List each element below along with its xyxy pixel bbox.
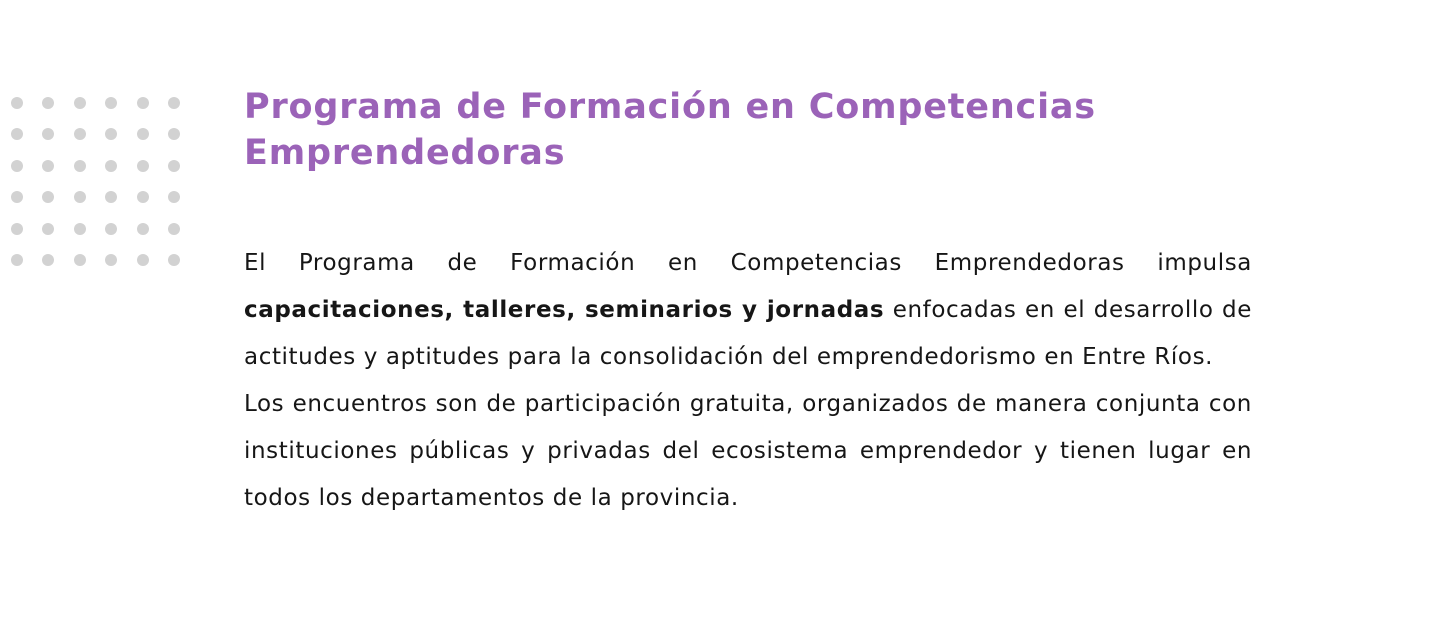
description-paragraph-2: Los encuentros son de participación gratuita, organizados de manera conjunta con instituciones públicas y privadas del ecosistema emprendedor y tienen lugar en todos los departamentos de la provincia.: [244, 391, 1252, 511]
description: [244, 240, 1252, 522]
decorative-dot: [137, 191, 149, 203]
decorative-dot: [137, 223, 149, 235]
decorative-dot: [105, 160, 117, 172]
decorative-dot: [105, 254, 117, 266]
page-title: Programa de Formación en Competencias Emprendedoras: [244, 87, 1096, 173]
decorative-dot-grid: [11, 97, 186, 272]
decorative-dot: [168, 254, 180, 266]
decorative-dot: [74, 160, 86, 172]
decorative-dot: [11, 97, 23, 109]
decorative-dot: [137, 160, 149, 172]
decorative-dot: [105, 191, 117, 203]
decorative-dot: [137, 128, 149, 140]
decorative-dot: [105, 223, 117, 235]
decorative-dot: [74, 254, 86, 266]
paragraph-1-lead: El Programa de Formación en Competencias Emprendedoras impulsa: [244, 250, 1252, 276]
decorative-dot: [74, 223, 86, 235]
decorative-dot: [11, 191, 23, 203]
decorative-dot: [105, 97, 117, 109]
decorative-dot: [168, 191, 180, 203]
decorative-dot: [168, 223, 180, 235]
decorative-dot: [137, 254, 149, 266]
decorative-dot: [105, 128, 117, 140]
decorative-dot: [42, 97, 54, 109]
content-section: [244, 84, 1252, 522]
decorative-dot: [168, 97, 180, 109]
decorative-dot: [42, 128, 54, 140]
decorative-dot: [74, 128, 86, 140]
decorative-dot: [11, 223, 23, 235]
decorative-dot: [42, 191, 54, 203]
decorative-dot: [74, 191, 86, 203]
decorative-dot: [42, 254, 54, 266]
paragraph-1-highlight: capacitaciones, talleres, seminarios y jornadas: [244, 297, 885, 323]
decorative-dot: [137, 97, 149, 109]
decorative-dot: [42, 160, 54, 172]
decorative-dot: [11, 128, 23, 140]
decorative-dot: [42, 223, 54, 235]
decorative-dot: [74, 97, 86, 109]
decorative-dot: [168, 128, 180, 140]
decorative-dot: [168, 160, 180, 172]
paragraph-1-rest: enfocadas en el desarrollo de actitudes y aptitudes para la consolidación del emprendedorismo en Entre Ríos.: [244, 297, 1252, 370]
decorative-dot: [11, 160, 23, 172]
description-paragraph-1: [244, 240, 1252, 381]
decorative-dot: [11, 254, 23, 266]
